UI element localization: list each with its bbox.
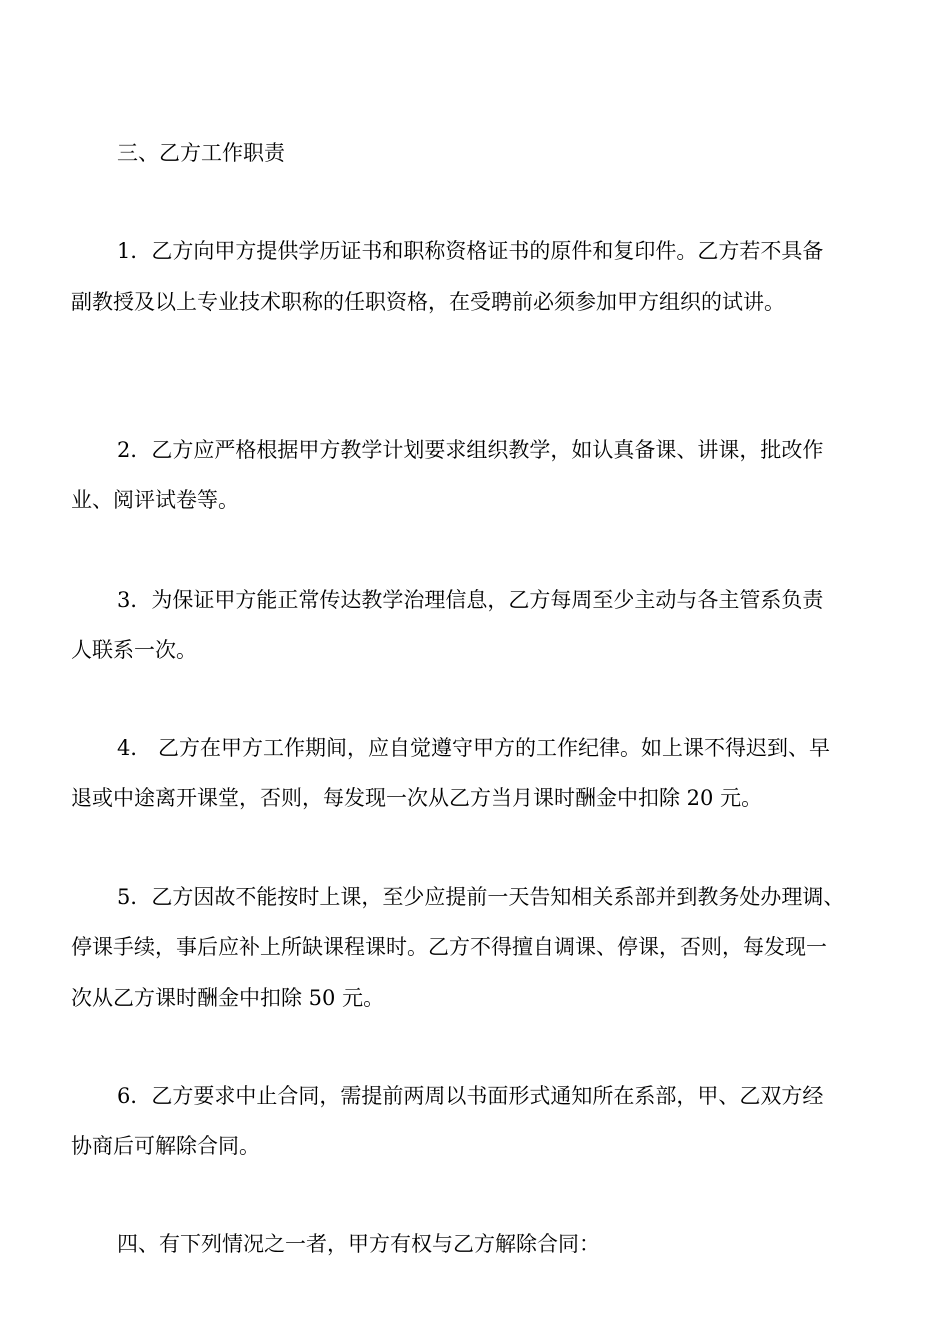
item-2-line-2: 业、阅评试卷等。 [71, 488, 239, 512]
item-5-line-1: 5．乙方因故不能按时上课，至少应提前一天告知相关系部并到教务处办理调、 [117, 885, 845, 909]
section-3-heading: 三、乙方工作职责 [117, 141, 285, 165]
item-5-line-2: 停课手续，事后应补上所缺课程课时。乙方不得擅自调课、停课，否则，每发现一 [71, 935, 827, 959]
item-1-line-1: 1．乙方向甲方提供学历证书和职称资格证书的原件和复印件。乙方若不具备 [117, 239, 824, 263]
item-4-line-2: 退或中途离开课堂，否则，每发现一次从乙方当月课时酬金中扣除 20 元。 [71, 786, 763, 810]
section-4-heading: 四、有下列情况之一者，甲方有权与乙方解除合同： [117, 1232, 600, 1256]
item-5-line-3: 次从乙方课时酬金中扣除 50 元。 [71, 986, 385, 1010]
item-2-line-1: 2．乙方应严格根据甲方教学计划要求组织教学，如认真备课、讲课，批改作 [117, 438, 824, 462]
item-1-line-2: 副教授及以上专业技术职称的任职资格，在受聘前必须参加甲方组织的试讲。 [71, 290, 785, 314]
item-6-line-1: 6．乙方要求中止合同，需提前两周以书面形式通知所在系部，甲、乙双方经 [117, 1084, 824, 1108]
item-4-line-1: 4． 乙方在甲方工作期间，应自觉遵守甲方的工作纪律。如上课不得迟到、早 [117, 736, 831, 760]
item-3-line-1: 3．为保证甲方能正常传达教学治理信息，乙方每周至少主动与各主管系负责 [117, 588, 824, 612]
item-6-line-2: 协商后可解除合同。 [71, 1134, 260, 1158]
item-3-line-2: 人联系一次。 [71, 638, 197, 662]
